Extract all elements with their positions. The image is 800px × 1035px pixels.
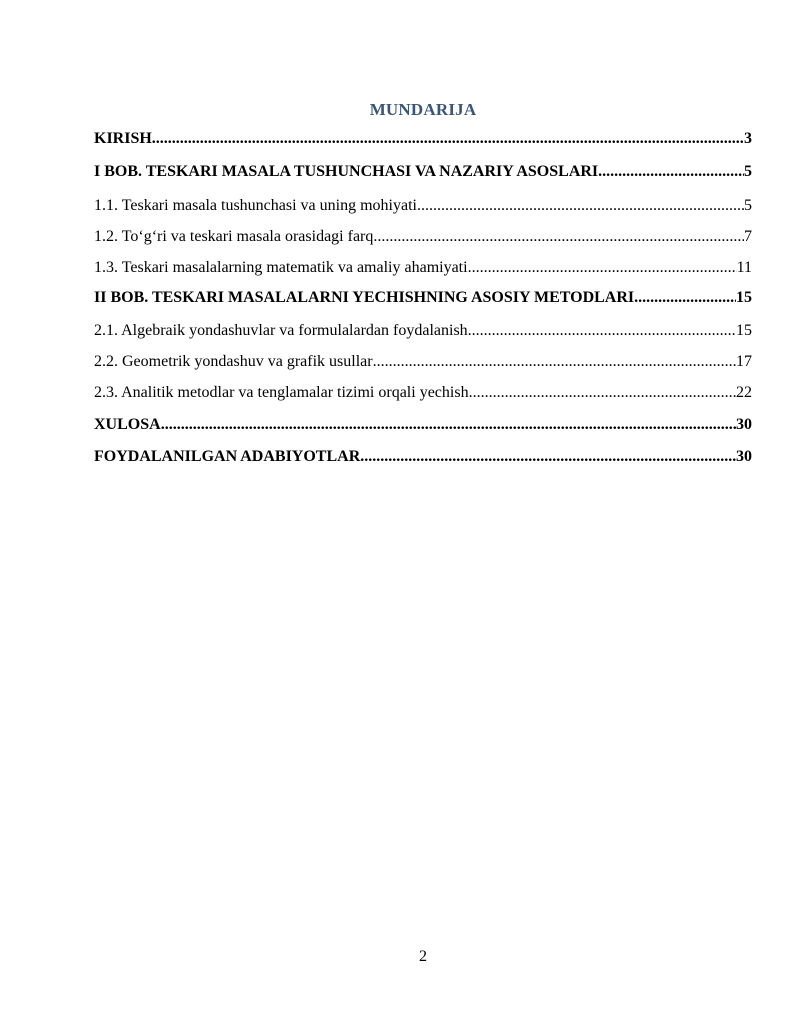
toc-leader-dots: [417, 197, 744, 215]
toc-leader-dots: [373, 353, 736, 371]
toc-entry-page: 17: [736, 353, 752, 370]
toc-entry-label: 2.1. Algebraik yondashuvlar va formulalardan foydalanish: [94, 322, 468, 339]
toc-entry-page: 15: [736, 322, 752, 339]
toc-entry-section-1-3[interactable]: [94, 259, 752, 277]
toc-entry-label: FOYDALANILGAN ADABIYOTLAR: [94, 448, 361, 465]
toc-leader-dots: [373, 228, 744, 246]
toc-entry-page: 3: [744, 130, 752, 147]
toc-leader-dots: [468, 259, 737, 277]
page-number: 2: [419, 948, 427, 965]
toc-entry-section-1-2[interactable]: [94, 228, 752, 246]
toc-leader-dots: [468, 322, 736, 340]
toc-entry-section-2-2[interactable]: [94, 353, 752, 371]
toc-leader-dots: [161, 416, 736, 434]
toc-leader-dots: [634, 289, 736, 307]
toc-entry-page: 30: [736, 416, 752, 433]
toc-entry-page: 11: [736, 259, 752, 276]
toc-leader-dots: [152, 130, 744, 148]
toc-entry-label: 1.1. Teskari masala tushunchasi va uning mohiyati: [94, 197, 417, 214]
toc-entry-section-1-1[interactable]: [94, 197, 752, 215]
toc-entry-xulosa[interactable]: [94, 416, 752, 434]
toc-leader-dots: [598, 163, 744, 181]
toc-entry-section-2-1[interactable]: [94, 322, 752, 340]
toc-entry-page: 15: [736, 289, 752, 306]
toc-entry-page: 7: [744, 228, 752, 245]
toc-leader-dots: [469, 384, 736, 402]
toc-entry-label: II BOB. TESKARI MASALALARNI YECHISHNING ASOSIY METODLARI: [94, 289, 635, 306]
toc-entry-page: 5: [744, 197, 752, 214]
toc-entry-section-2-3[interactable]: [94, 384, 752, 402]
toc-entry-label: 2.3. Analitik metodlar va tenglamalar tizimi orqali yechish: [94, 384, 469, 401]
toc-entry-page: 22: [736, 384, 752, 401]
toc-entry-label: XULOSA: [94, 416, 161, 433]
toc-entry-chapter-1[interactable]: [94, 163, 752, 181]
toc-entry-label: 1.3. Teskari masalalarning matematik va amaliy ahamiyati: [94, 259, 468, 276]
toc-entry-page: 5: [744, 163, 752, 180]
toc-entry-label: 2.2. Geometrik yondashuv va grafik usullar: [94, 353, 373, 370]
toc-entry-kirish[interactable]: [94, 130, 752, 148]
toc-leader-dots: [360, 448, 736, 466]
toc-entry-bibliography[interactable]: [94, 448, 752, 466]
toc-entry-chapter-2[interactable]: [94, 289, 752, 307]
toc-entry-label: I BOB. TESKARI MASALA TUSHUNCHASI VA NAZARIY ASOSLARI: [94, 163, 599, 180]
toc-entry-label: 1.2. To‘g‘ri va teskari masala orasidagi farq: [94, 228, 374, 245]
toc-entry-label: KIRISH: [94, 130, 152, 147]
toc-entry-page: 30: [736, 448, 752, 465]
toc-title: MUNDARIJA: [369, 100, 477, 119]
